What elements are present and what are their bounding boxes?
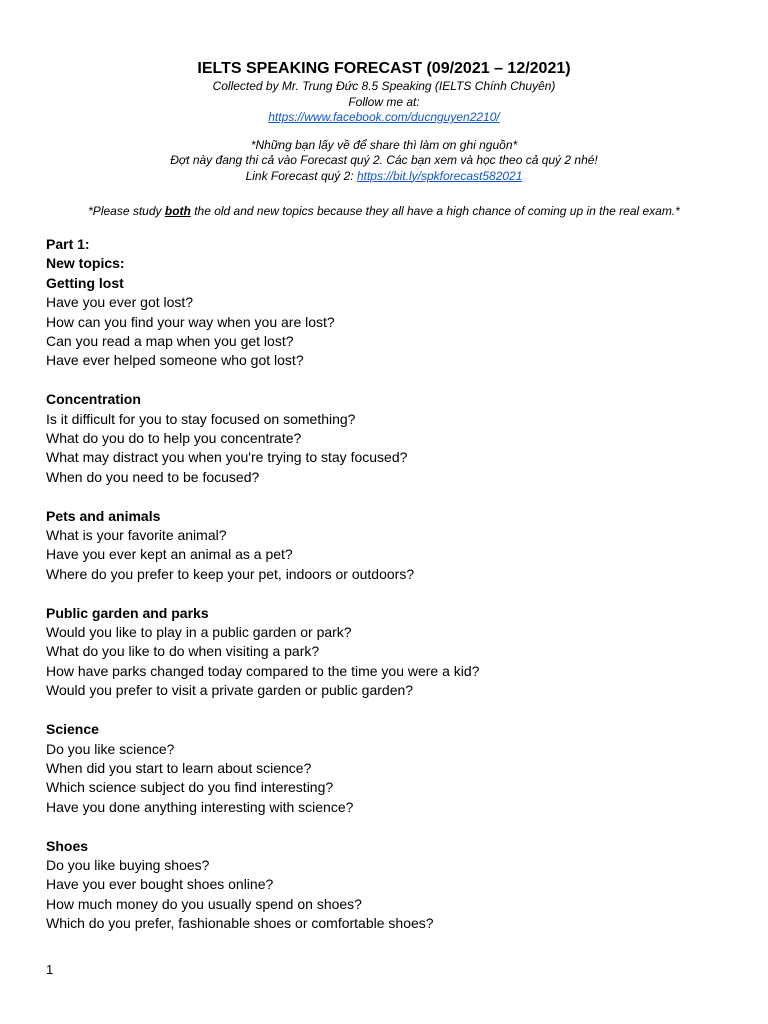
document-header [0,58,768,184]
question-item: How can you find your way when you are lost? [46,313,335,330]
topic-title: Pets and animals [46,507,161,524]
topic-block [46,720,736,817]
topic-block [46,274,736,371]
topic-list [46,274,736,934]
topic-title: Public garden and parks [46,604,209,621]
question-item: What do you like to do when visiting a park? [46,643,320,660]
forecast-link-label: Link Forecast quý 2: [245,168,357,183]
exam-note: Đợt này đang thi cả vào Forecast quý 2. Các bạn xem và học theo cả quý 2 nhé! [170,153,598,167]
question-item: Which science subject do you find interesting? [46,779,334,796]
question-item: Do you like science? [46,740,175,757]
topic-block [46,604,736,701]
topic-title: Concentration [46,391,141,408]
question-item: Have you ever bought shoes online? [46,876,274,893]
question-item: How much money do you usually spend on shoes? [46,895,362,912]
question-item: Is it difficult for you to stay focused on something? [46,410,356,427]
question-item: When do you need to be focused? [46,468,260,485]
question-item: Would you prefer to visit a private garden or public garden? [46,682,414,699]
notice-after: the old and new topics because they all have a high chance of coming up in the real exam.* [190,204,680,218]
topic-title: Science [46,721,99,738]
study-notice [0,203,768,219]
document-title: IELTS SPEAKING FORECAST (09/2021 – 12/2021) [197,60,571,77]
question-item: Which do you prefer, fashionable shoes or comfortable shoes? [46,915,434,932]
section-label: New topics: [46,255,125,272]
question-item: What is your favorite animal? [46,527,227,544]
question-item: Have you ever got lost? [46,294,194,311]
share-note: *Những bạn lấy về để share thì làm ơn ghi nguồn* [250,137,518,152]
question-item: What may distract you when you're trying to stay focused? [46,449,408,466]
author-credit: Collected by Mr. Trung Đức 8.5 Speaking (IELTS Chính Chuyên) [212,79,556,93]
topic-block [46,390,736,487]
question-item: Have you ever kept an animal as a pet? [46,546,293,563]
follow-label: Follow me at: [348,94,420,109]
facebook-link[interactable]: https://www.facebook.com/ducnguyen2210/ [268,110,500,124]
topic-block [46,507,736,585]
question-item: Can you read a map when you get lost? [46,333,294,350]
notice-before: *Please study [88,204,165,218]
notice-emphasis: both [164,204,191,218]
document-body [46,235,736,953]
part-label: Part 1: [46,236,90,252]
question-item: When did you start to learn about science? [46,759,312,776]
question-item: Do you like buying shoes? [46,856,210,873]
question-item: How have parks changed today compared to the time you were a kid? [46,662,480,679]
question-item: Where do you prefer to keep your pet, indoors or outdoors? [46,565,415,582]
forecast-link-line [0,169,768,185]
question-item: Have ever helped someone who got lost? [46,352,304,369]
question-item: Have you done anything interesting with science? [46,798,354,815]
forecast-link[interactable]: https://bit.ly/spkforecast582021 [356,168,523,183]
question-item: Would you like to play in a public garden or park? [46,624,352,641]
topic-title: Getting lost [46,274,124,291]
topic-title: Shoes [46,837,89,854]
page-number: 1 [46,962,54,977]
question-item: What do you do to help you concentrate? [46,430,302,447]
topic-block [46,837,736,934]
